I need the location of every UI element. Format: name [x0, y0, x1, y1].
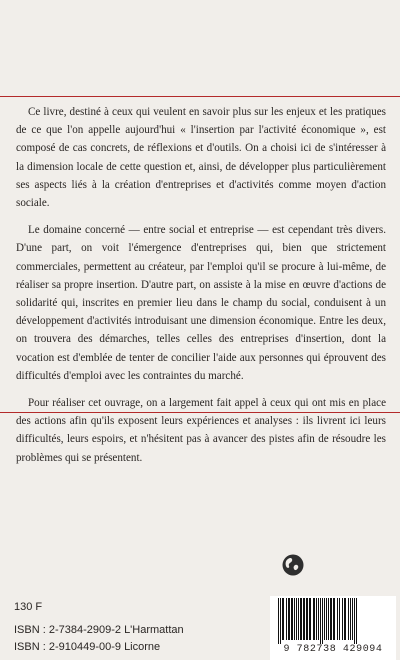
price-label: 130 F [14, 601, 43, 613]
barcode [270, 596, 396, 660]
isbn-licorne: ISBN : 2-910449-00-9 Licorne [14, 641, 161, 653]
top-red-rule [0, 96, 400, 97]
barcode-number: 9 782738 429094 [283, 644, 383, 655]
paragraph-2: Le domaine concerné — entre social et entreprise — est cependant très divers. D'une part, on voit l'émergence d'entreprises qui, bien que strictement commerciales, permettent au créateur, par l'emploi qu'il se procure à lui-même, de réaliser sa propre insertion. D'autre part, on assiste à la mise en œuvre d'actions de solidarité qui, inscrites en premier lieu dans le champ du social, conduisent à un développement d'activités introduisant une dimension économique. Entre les deux, on trouvera des démarches, telles celles des entreprises d'insertion, dont la vocation est d'emblée de tenter de concilier l'aide aux personnes qui éprouvent des difficultés d'emploi avec les contraintes du marché. [16, 224, 386, 382]
barcode-bars [276, 598, 390, 644]
back-cover-text [16, 103, 386, 476]
paragraph-1: Ce livre, destiné à ceux qui veulent en savoir plus sur les enjeux et les pratiques de ce que l'on appelle aujourd'hui « l'insertion par l'activité économique », est composé de cas concrets, de réflexions et d'outils. On a choisi ici de s'intéresser à la dimension locale de cette question et, ainsi, de développer plus particulièrement ses aspects liés à la création d'entreprises et d'activités comme moyen d'action sociale. [16, 106, 386, 210]
isbn-harmattan: ISBN : 2-7384-2909-2 L'Harmattan [14, 624, 184, 636]
globe-logo-icon [281, 553, 305, 577]
paragraph-3: Pour réaliser cet ouvrage, on a largement fait appel à ceux qui ont mis en place des actions afin qu'ils exposent leurs expériences et analyses : ils livrent ici leurs difficultés, leurs espoirs, et n'hésitent pas à avancer des pistes afin de résoudre les problèmes qui se présentent. [16, 397, 386, 464]
bottom-red-rule [0, 412, 400, 413]
